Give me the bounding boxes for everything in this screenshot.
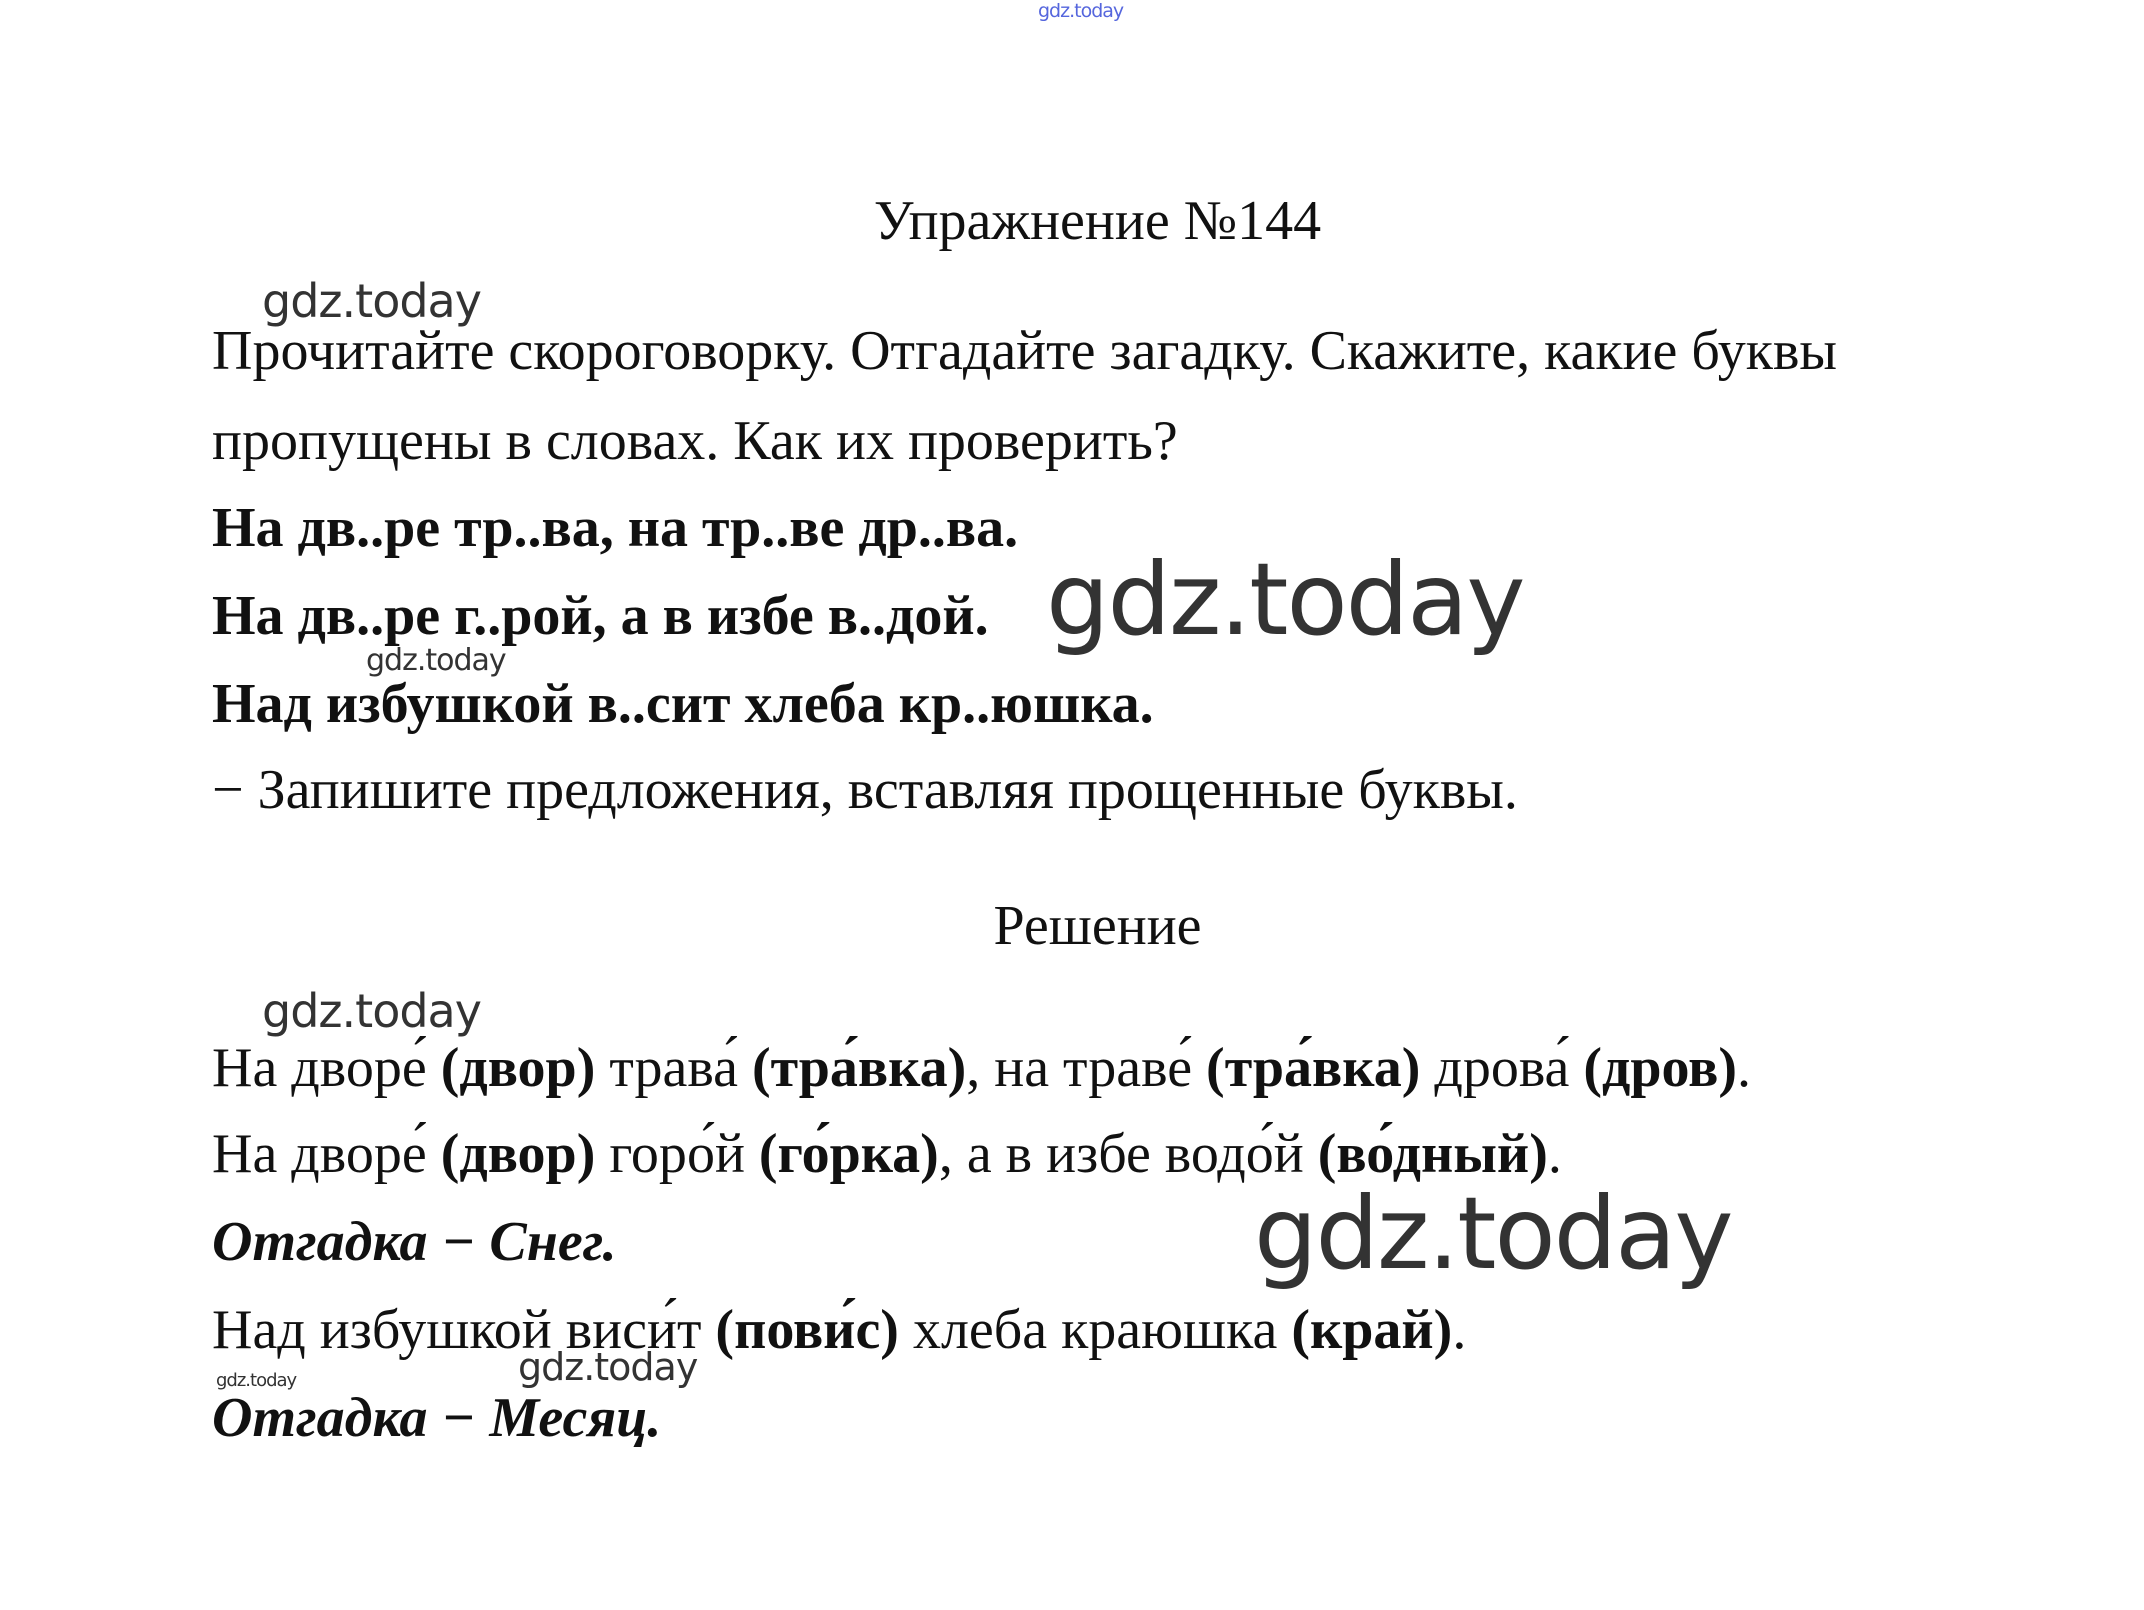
watermark-tiny: gdz.today — [216, 1370, 297, 1391]
solution-text: а́ — [1544, 1037, 1570, 1099]
watermark-top: gdz.today — [1038, 0, 1124, 22]
riddle-line: На дв..ре г..рой, а в избе в..дой. — [212, 585, 989, 647]
solution-text: е́ — [401, 1037, 427, 1099]
solution-text: Над избушкой вис — [212, 1299, 647, 1361]
solution-text — [738, 1037, 752, 1099]
watermark: gdz.today — [262, 274, 481, 328]
solution-text: хлеба кра — [898, 1299, 1142, 1361]
solution-text: шка — [1183, 1299, 1292, 1361]
check-word: (дров) — [1583, 1037, 1738, 1099]
watermark-large: gdz.today — [1254, 1175, 1732, 1292]
check-word: (во́дный) — [1317, 1123, 1548, 1185]
watermark: gdz.today — [262, 984, 481, 1038]
solution-text — [427, 1037, 441, 1099]
solution-text: . — [1452, 1299, 1467, 1361]
solution-text: о́ — [1245, 1123, 1274, 1185]
solution-text: е́ — [1167, 1037, 1193, 1099]
solution-text — [1569, 1037, 1583, 1099]
task-text-line-1: Прочитайте скороговорку. Отгадайте загадку. Скажите, какие буквы — [212, 320, 1838, 382]
solution-text: трав — [595, 1037, 714, 1099]
solution-text: й — [714, 1123, 759, 1185]
answer-moon: Отгадка − Месяц. — [212, 1387, 662, 1449]
solution-line-3 — [212, 1299, 1467, 1361]
solution-text: т — [676, 1299, 716, 1361]
solution-text: . — [1547, 1123, 1562, 1185]
solution-line-1 — [212, 1037, 1752, 1099]
check-word: (тра́вка) — [751, 1037, 967, 1099]
solution-text: а́ — [713, 1037, 738, 1099]
solution-text: . — [1737, 1037, 1752, 1099]
solution-text: , на трав — [966, 1037, 1168, 1099]
check-word: (пови́с) — [715, 1299, 899, 1361]
check-word: (двор) — [440, 1123, 596, 1185]
solution-heading: Решение — [993, 895, 1202, 957]
solution-text: и́ — [646, 1299, 677, 1361]
tongue-twister-line-1: На дв..ре тр..ва, на тр..ве др..ва. — [212, 497, 1019, 559]
solution-text: ю — [1141, 1299, 1184, 1361]
watermark: gdz.today — [518, 1345, 698, 1389]
watermark-small: gdz.today — [366, 643, 506, 678]
solution-text: гор — [595, 1123, 687, 1185]
answer-snow: Отгадка − Снег. — [212, 1211, 617, 1273]
exercise-title: Упражнение №144 — [873, 190, 1322, 252]
solution-text: На двор — [212, 1123, 402, 1185]
task-text-line-2: пропущены в словах. Как их проверить? — [212, 410, 1178, 472]
check-word: (двор) — [440, 1037, 596, 1099]
check-word: (го́рка) — [758, 1123, 939, 1185]
solution-text: , а в избе вод — [938, 1123, 1246, 1185]
solution-text: На двор — [212, 1037, 402, 1099]
solution-text: о́ — [686, 1123, 715, 1185]
solution-text — [1192, 1037, 1206, 1099]
riddle-line-2: Над избушкой в..сит хлеба кр..юшка. — [212, 673, 1154, 735]
task-instruction: − Запишите предложения, вставляя прощенные буквы. — [212, 759, 1518, 821]
solution-line-2 — [212, 1123, 1562, 1185]
check-word: (тра́вка) — [1206, 1037, 1421, 1099]
solution-text: й — [1273, 1123, 1318, 1185]
check-word: (край) — [1291, 1299, 1453, 1361]
solution-text: е́ — [401, 1123, 427, 1185]
solution-text: дров — [1420, 1037, 1545, 1099]
solution-text — [427, 1123, 441, 1185]
watermark-large: gdz.today — [1046, 541, 1524, 658]
